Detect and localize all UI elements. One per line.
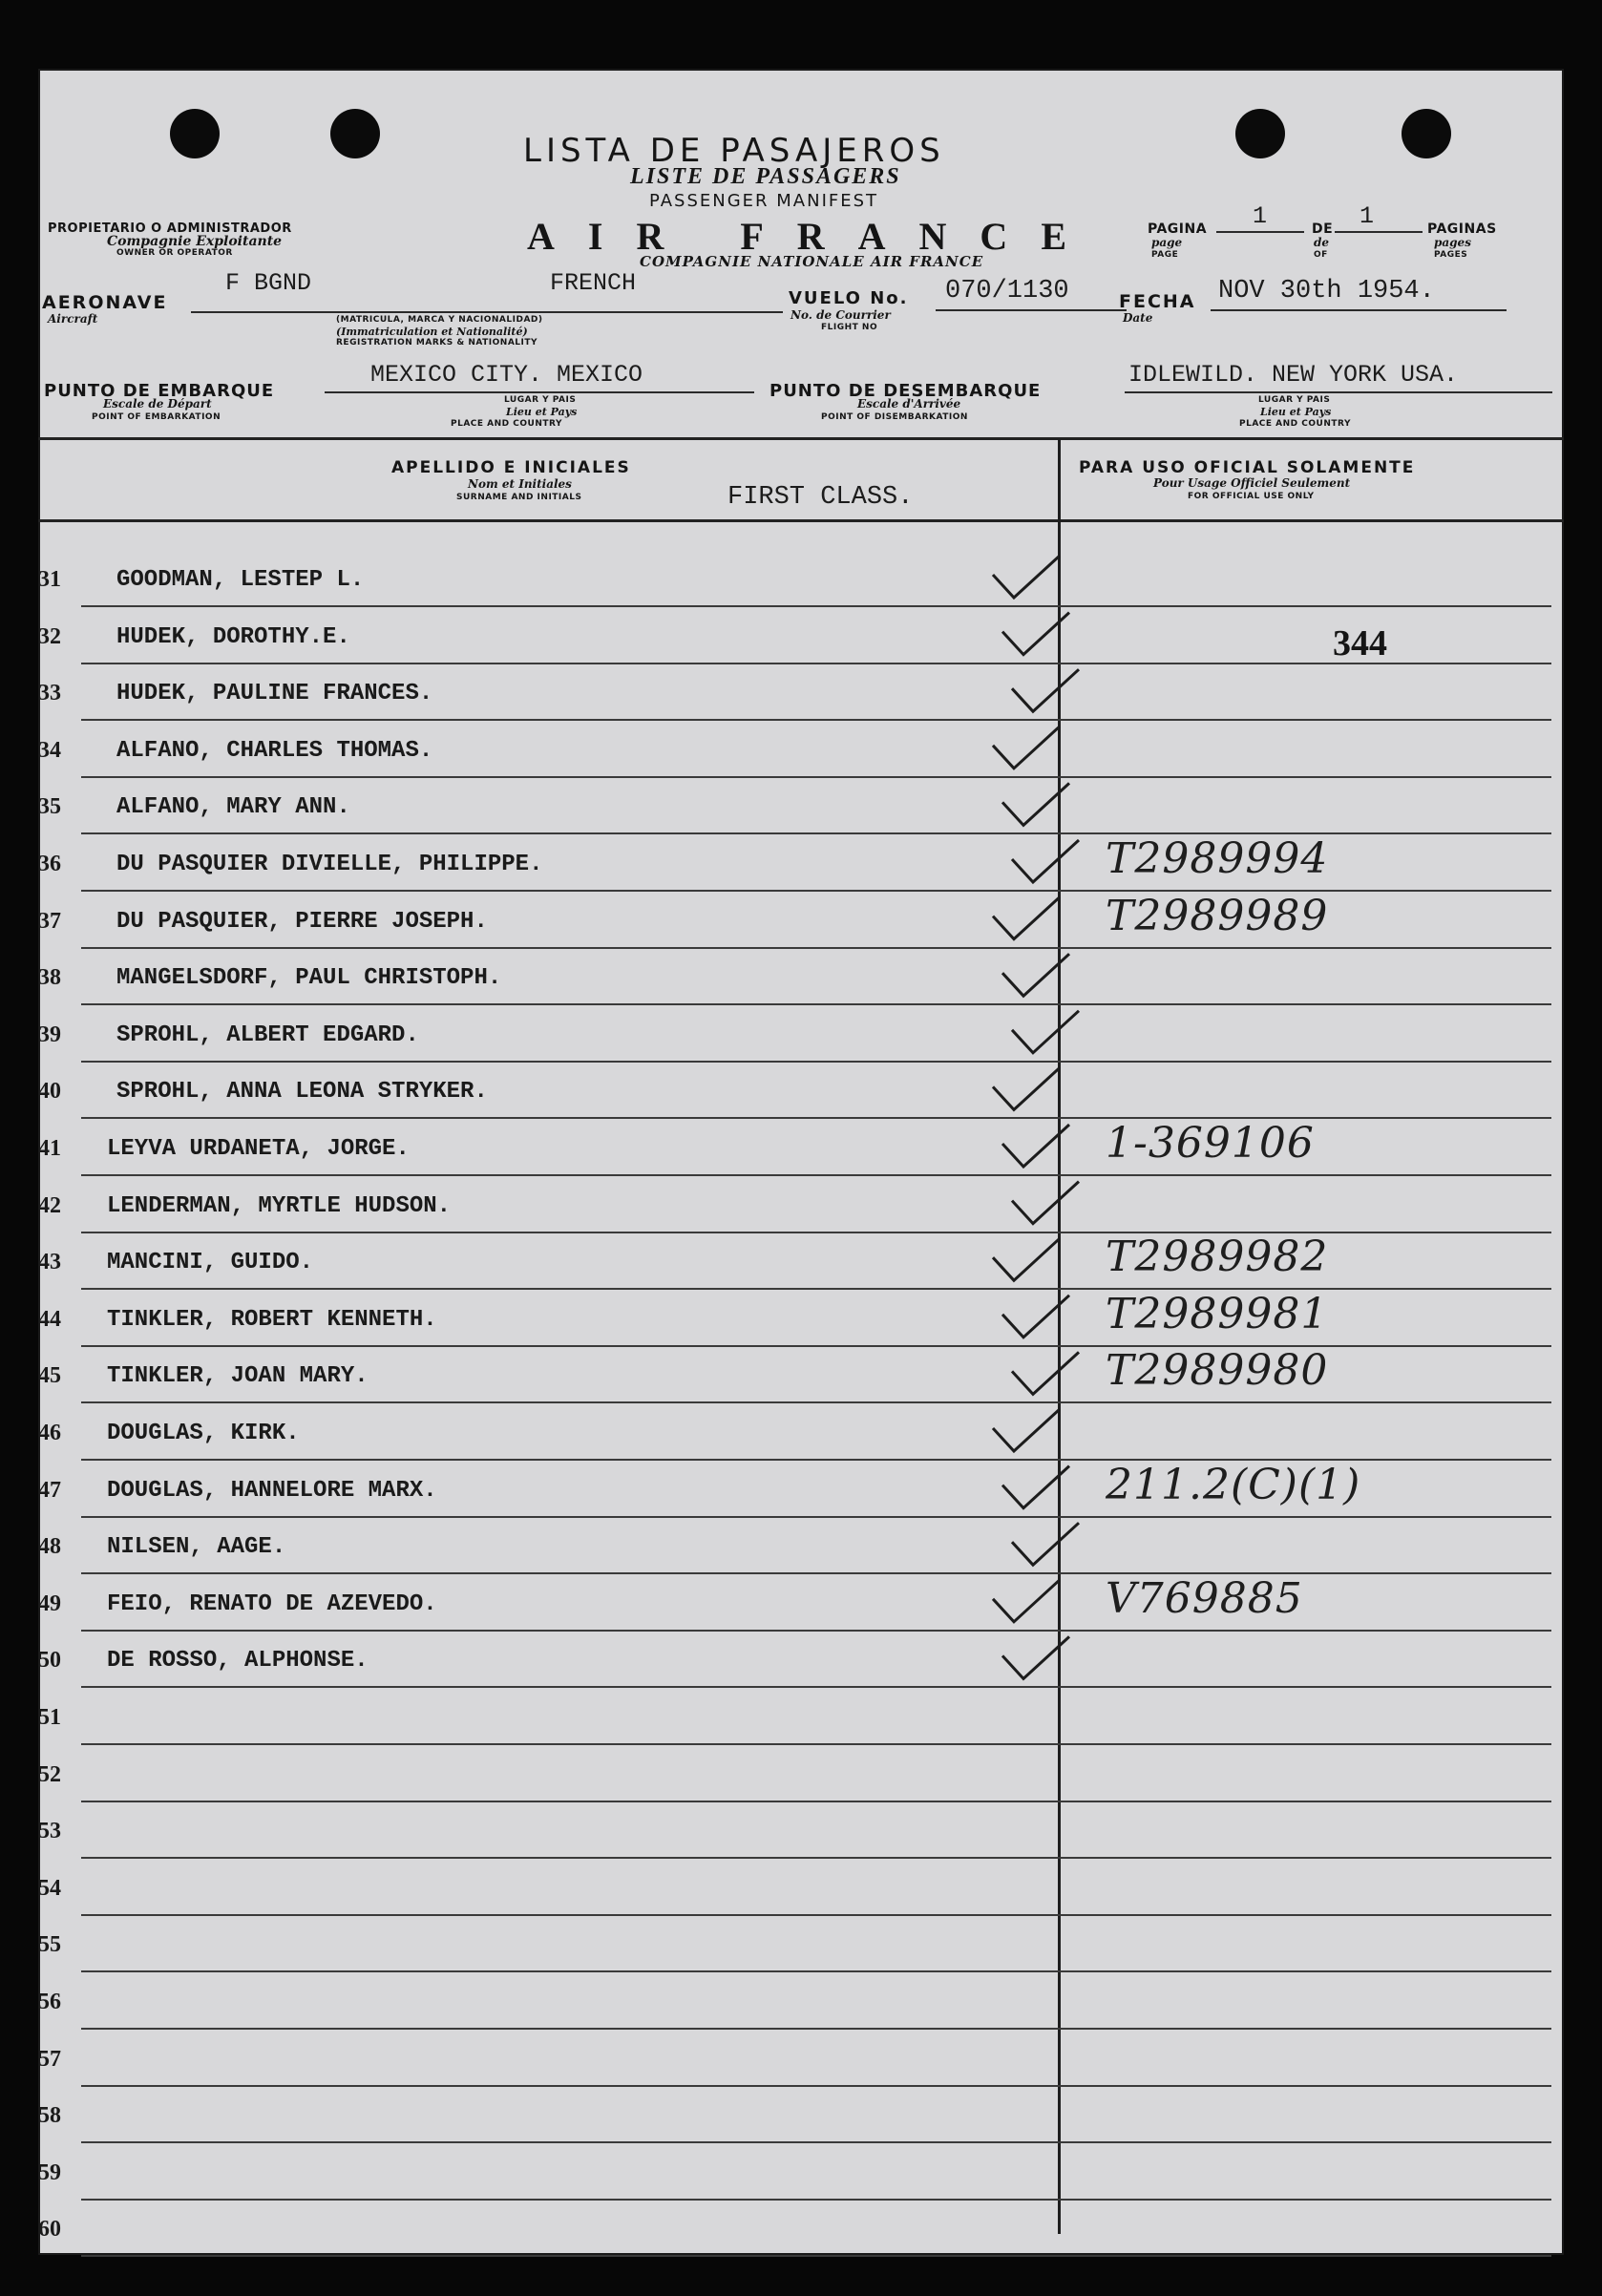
passenger-name: DU PASQUIER DIVIELLE, PHILIPPE.: [116, 852, 543, 877]
passenger-name: DE ROSSO, ALPHONSE.: [107, 1648, 369, 1675]
col-name-fr: Nom et Initiales: [468, 477, 572, 491]
row-number: 44: [38, 1306, 61, 1332]
page-number: 1: [1253, 202, 1268, 230]
official-note: 211.2(C)(1): [1106, 1460, 1361, 1509]
disembark-label-es: PUNTO DE DESEMBARQUE: [769, 381, 1042, 401]
check-mark: [993, 1238, 1060, 1280]
col-official-en: FOR OFFICIAL USE ONLY: [1188, 492, 1315, 501]
official-note: T2989981: [1106, 1289, 1329, 1338]
passenger-name: MANCINI, GUIDO.: [107, 1250, 314, 1276]
disembark-place-fr: Lieu et Pays: [1260, 406, 1332, 418]
passenger-name: HUDEK, DOROTHY.E.: [116, 623, 350, 650]
embark-place-en: PLACE AND COUNTRY: [451, 419, 562, 429]
check-mark: [1012, 1182, 1079, 1224]
row-number: 57: [38, 2046, 61, 2072]
owner-label-fr: Compagnie Exploitante: [107, 234, 283, 249]
official-note: T2989989: [1106, 891, 1329, 940]
date-value: NOV 30th 1954.: [1218, 277, 1435, 305]
passenger-name: NILSEN, AAGE.: [107, 1534, 286, 1561]
date-label-fr: Date: [1123, 311, 1153, 325]
passenger-name: HUDEK, PAULINE FRANCES.: [116, 681, 433, 707]
check-mark: [1002, 783, 1069, 825]
page-label-fr: page: [1151, 236, 1183, 249]
embark-place-fr: Lieu et Pays: [506, 406, 578, 418]
manifest-sheet: [38, 69, 1564, 2255]
embark-place-es: LUGAR Y PAIS: [504, 395, 577, 405]
airline-subtitle: COMPAGNIE NATIONALE AIR FRANCE: [640, 253, 984, 270]
row-number: 51: [38, 1705, 61, 1730]
pages-label-es: PAGINAS: [1427, 221, 1497, 237]
row-number: 48: [38, 1534, 61, 1560]
flight-label-fr: No. de Courrier: [790, 308, 891, 322]
passenger-name: SPROHL, ANNA LEONA STRYKER.: [116, 1079, 488, 1106]
check-mark: [993, 897, 1060, 939]
col-official-es: PARA USO OFICIAL SOLAMENTE: [1079, 458, 1416, 477]
disembark-place-es: LUGAR Y PAIS: [1258, 395, 1331, 405]
aircraft-note-es: (MATRICULA, MARCA Y NACIONALIDAD): [336, 315, 543, 325]
disembark-place-en: PLACE AND COUNTRY: [1239, 419, 1351, 429]
check-mark: [1002, 1466, 1069, 1508]
check-mark: [1002, 613, 1069, 655]
passenger-name: SPROHL, ALBERT EDGARD.: [116, 1022, 419, 1048]
col-name-es: APELLIDO E INICIALES: [391, 458, 631, 477]
check-mark: [993, 1409, 1060, 1451]
page-de-fr: de: [1314, 236, 1330, 249]
official-note: 1-369106: [1106, 1119, 1315, 1168]
class-label: FIRST CLASS.: [727, 483, 914, 512]
row-number: 32: [38, 623, 61, 649]
aircraft-registration: F BGND: [225, 269, 312, 297]
row-number: 54: [38, 1875, 61, 1901]
row-number: 47: [38, 1477, 61, 1503]
row-number: 33: [38, 681, 61, 706]
row-number: 46: [38, 1421, 61, 1445]
check-mark: [1012, 840, 1079, 882]
flight-label-en: FLIGHT NO: [821, 323, 878, 332]
check-mark: [1012, 669, 1079, 711]
passenger-name: DOUGLAS, KIRK.: [107, 1421, 300, 1446]
passenger-name: LEYVA URDANETA, JORGE.: [107, 1136, 410, 1162]
embark-label-fr: Escale de Départ: [103, 397, 212, 411]
check-mark: [1012, 1011, 1079, 1053]
passenger-name: GOODMAN, LESTEP L.: [116, 567, 365, 593]
check-mark: [1002, 1636, 1069, 1678]
pages-label-fr: pages: [1434, 236, 1471, 249]
embark-value: MEXICO CITY. MEXICO: [370, 361, 643, 389]
aircraft-label-es: AERONAVE: [42, 292, 168, 313]
disembark-value: IDLEWILD. NEW YORK USA.: [1128, 361, 1459, 389]
row-rule: [81, 2255, 1551, 2257]
row-number: 41: [38, 1136, 61, 1161]
check-mark: [1012, 1523, 1079, 1565]
row-number: 43: [38, 1250, 61, 1275]
official-note: V769885: [1106, 1573, 1303, 1623]
title-es: LISTA DE PASAJEROS: [523, 132, 945, 170]
aircraft-label-fr: Aircraft: [48, 312, 98, 326]
check-mark: [1012, 1352, 1079, 1394]
passenger-name: ALFANO, MARY ANN.: [116, 794, 350, 821]
row-number: 45: [38, 1363, 61, 1389]
official-stamp-number: 344: [1333, 623, 1387, 664]
airline-name: AIR FRANCE: [527, 215, 1100, 258]
page-label-en: PAGE: [1151, 250, 1179, 260]
aircraft-note-fr: (Immatriculation et Nationalité): [336, 326, 528, 338]
row-number: 53: [38, 1819, 61, 1844]
passenger-name: MANGELSDORF, PAUL CHRISTOPH.: [116, 965, 502, 992]
row-number: 36: [38, 852, 61, 876]
row-number: 35: [38, 794, 61, 820]
official-note: T2989994: [1106, 834, 1329, 883]
passenger-name: TINKLER, ROBERT KENNETH.: [107, 1306, 437, 1333]
row-number: 56: [38, 1990, 61, 2014]
check-marks: [38, 69, 1564, 2255]
owner-label-es: PROPIETARIO O ADMINISTRADOR: [48, 221, 292, 236]
embark-label-es: PUNTO DE EMBARQUE: [44, 381, 275, 401]
passenger-name: LENDERMAN, MYRTLE HUDSON.: [107, 1192, 452, 1219]
disembark-label-fr: Escale d'Arrivée: [857, 397, 961, 411]
title-fr: LISTE DE PASSAGERS: [630, 164, 901, 189]
row-number: 40: [38, 1079, 61, 1105]
check-mark: [993, 1067, 1060, 1109]
row-number: 55: [38, 1932, 61, 1958]
row-number: 31: [38, 567, 61, 592]
page-de-es: DE: [1312, 221, 1334, 237]
passenger-name: DU PASQUIER, PIERRE JOSEPH.: [116, 908, 488, 935]
title-en: PASSENGER MANIFEST: [649, 191, 879, 211]
passenger-name: TINKLER, JOAN MARY.: [107, 1363, 369, 1390]
date-label-es: FECHA: [1119, 291, 1196, 312]
disembark-label-en: POINT OF DISEMBARKATION: [821, 412, 968, 422]
pages-label-en: PAGES: [1434, 250, 1468, 260]
row-number: 60: [38, 2217, 61, 2243]
row-number: 39: [38, 1022, 61, 1047]
page-total: 1: [1360, 202, 1375, 230]
row-number: 59: [38, 2159, 61, 2185]
page-label-es: PAGINA: [1148, 221, 1208, 237]
check-mark: [1002, 1125, 1069, 1167]
row-number: 38: [38, 965, 61, 991]
official-note: T2989982: [1106, 1232, 1329, 1282]
owner-label-en: OWNER OR OPERATOR: [116, 248, 233, 258]
col-name-en: SURNAME AND INITIALS: [456, 493, 582, 502]
row-number: 50: [38, 1648, 61, 1674]
check-mark: [993, 556, 1060, 598]
aircraft-nationality: FRENCH: [550, 269, 637, 297]
row-number: 49: [38, 1590, 61, 1616]
flight-label-es: VUELO No.: [789, 288, 909, 308]
page-de-en: OF: [1314, 250, 1328, 260]
check-mark: [993, 727, 1060, 769]
row-number: 34: [38, 737, 61, 763]
row-number: 42: [38, 1192, 61, 1218]
row-number: 58: [38, 2103, 61, 2129]
embark-label-en: POINT OF EMBARKATION: [92, 412, 221, 422]
check-mark: [993, 1580, 1060, 1622]
flight-number: 070/1130: [945, 277, 1069, 305]
official-note: T2989980: [1106, 1346, 1329, 1396]
check-mark: [1002, 1295, 1069, 1338]
passenger-name: ALFANO, CHARLES THOMAS.: [116, 737, 433, 764]
check-mark: [1002, 954, 1069, 996]
row-number: 37: [38, 908, 61, 934]
row-number: 52: [38, 1761, 61, 1787]
passenger-name: DOUGLAS, HANNELORE MARX.: [107, 1477, 437, 1504]
aircraft-note-en: REGISTRATION MARKS & NATIONALITY: [336, 338, 538, 348]
col-official-fr: Pour Usage Officiel Seulement: [1153, 476, 1351, 490]
passenger-name: FEIO, RENATO DE AZEVEDO.: [107, 1590, 437, 1617]
